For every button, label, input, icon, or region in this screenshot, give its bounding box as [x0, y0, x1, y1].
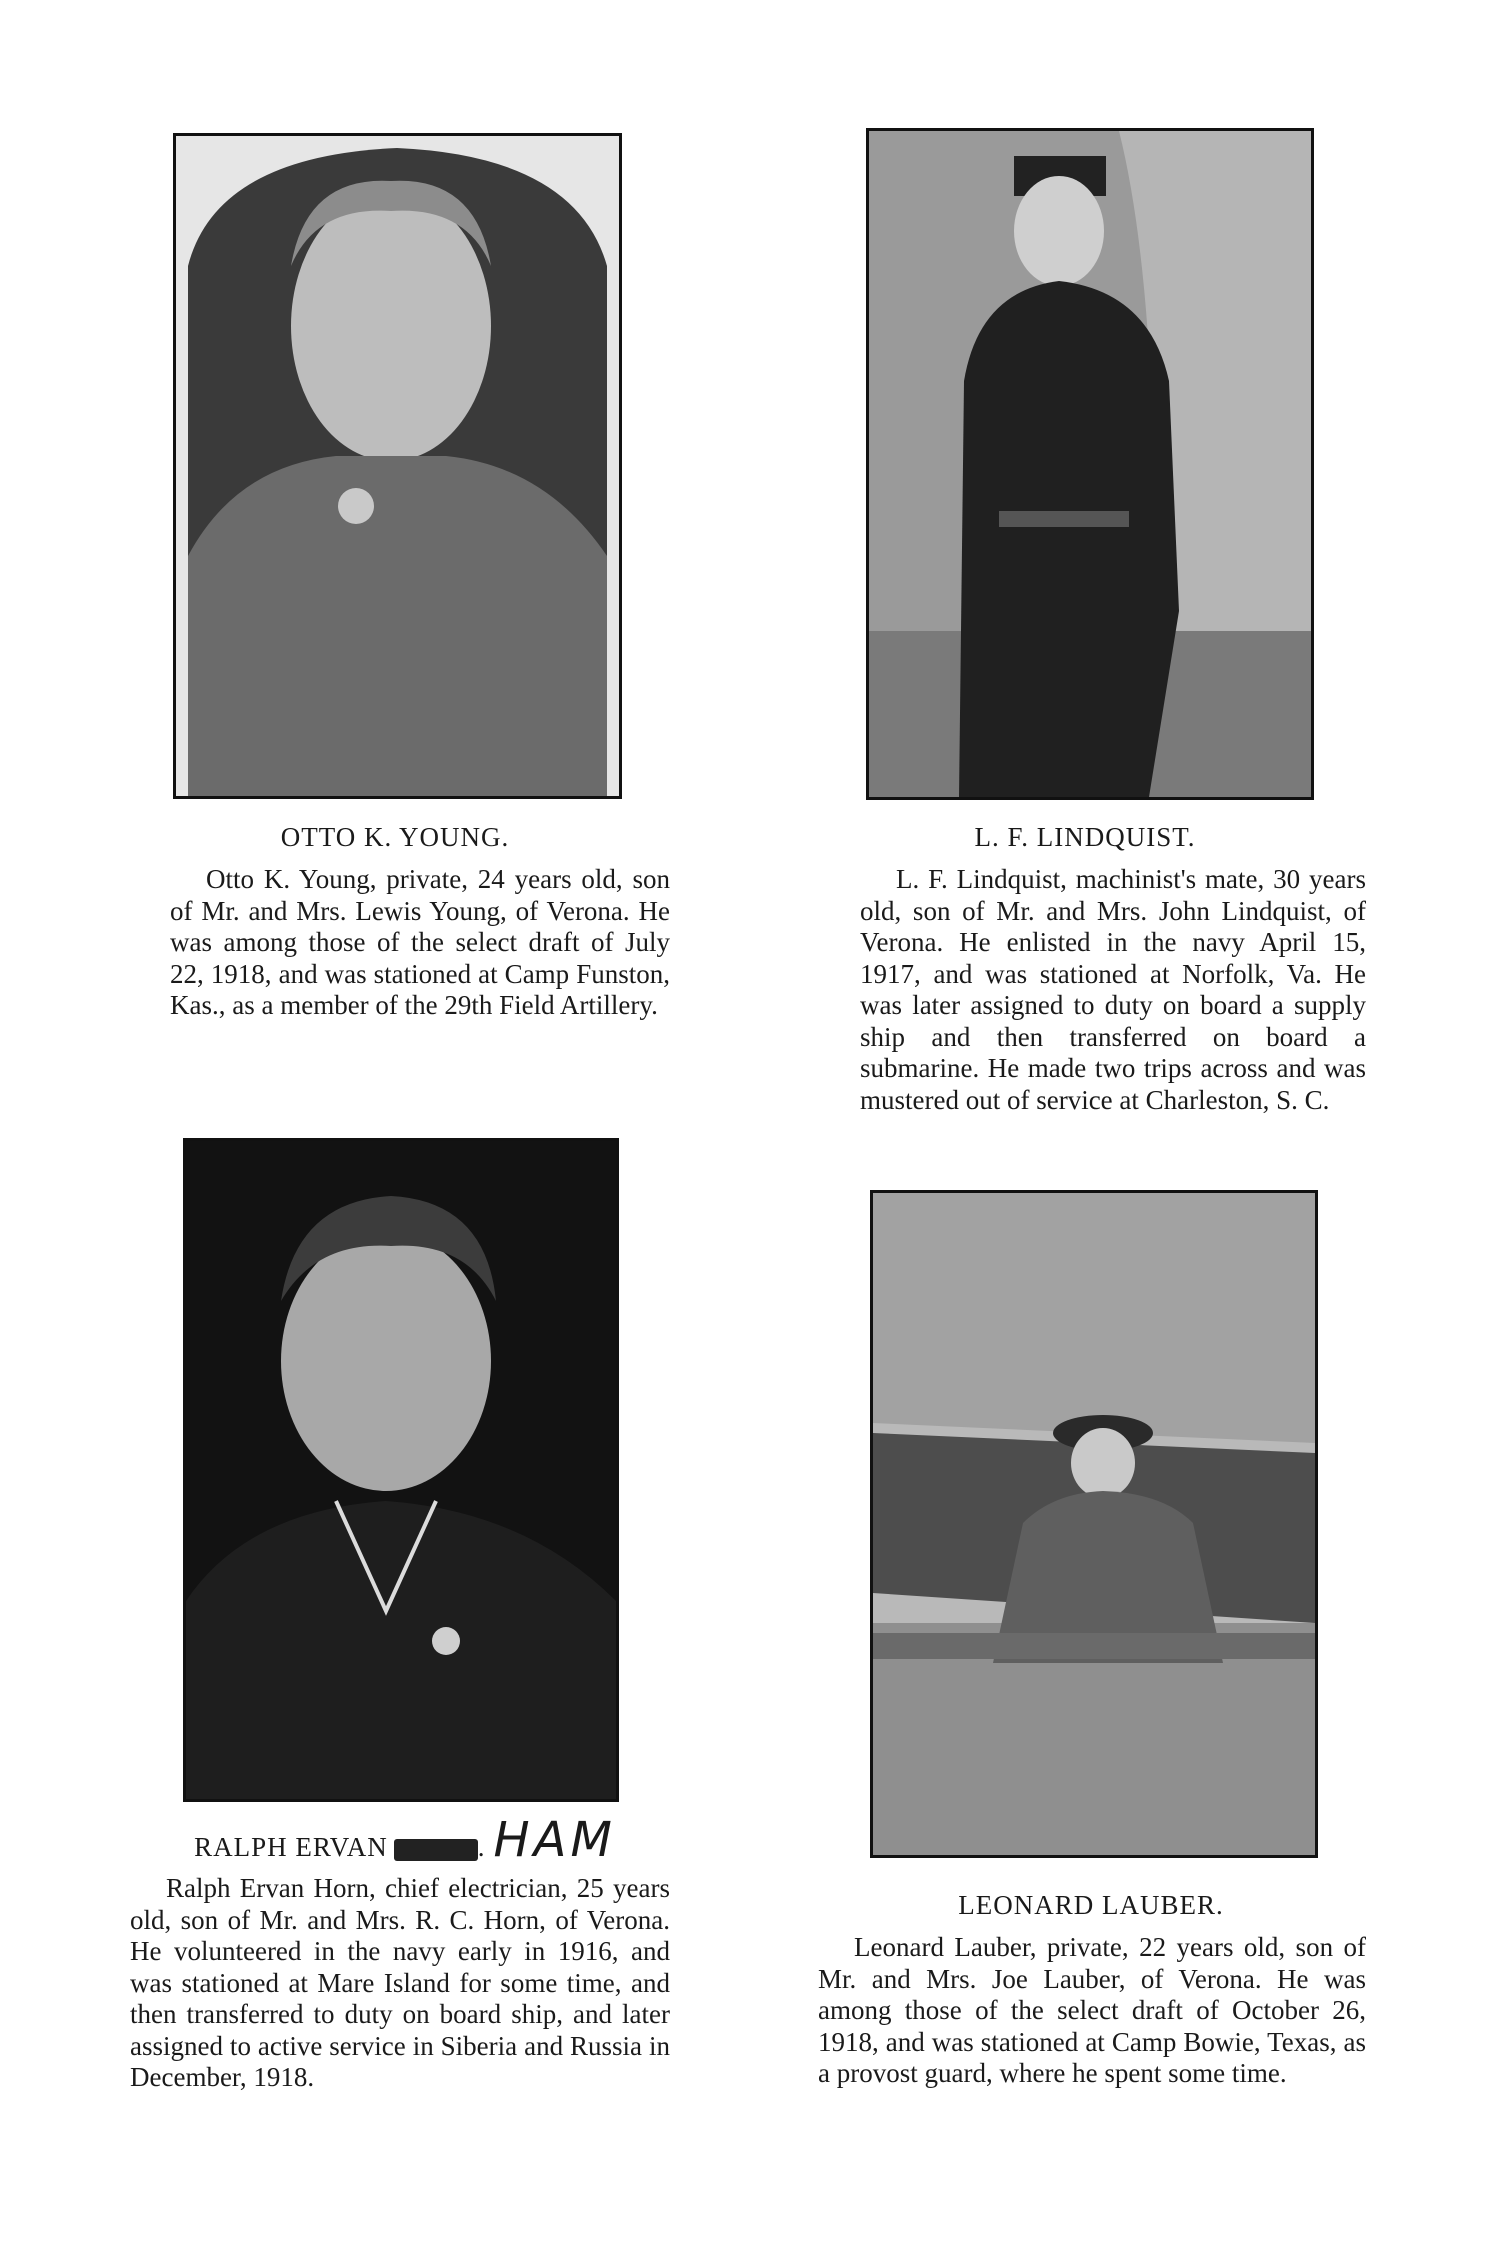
handwritten-correction: HAM [493, 1812, 616, 1868]
caption-title-leonard-lauber: LEONARD LAUBER. [958, 1890, 1224, 1920]
bio-text-ralph-horn: Ralph Ervan Horn, chief electrician, 25 years old, son of Mr. and Mrs. R. C. Horn, of Verona. He volunteered in the navy early in 1916, and was stationed at Mare Island for some time, and then transferred to duty on board ship, and later assigned to active service in Siberia and Russia in December, 1918. [130, 1873, 670, 2092]
portrait-photo-lindquist [866, 128, 1314, 800]
struck-out-surname [394, 1839, 478, 1861]
caption-title-otto-young: OTTO K. YOUNG. [280, 822, 510, 852]
caption-title-ralph-horn [170, 1812, 640, 1868]
caption-title-lindquist: L. F. LINDQUIST. [974, 822, 1196, 852]
portrait-image-otto-young [176, 136, 619, 796]
bio-text-otto-young: Otto K. Young, private, 24 years old, son of Mr. and Mrs. Lewis Young, of Verona. He was among those of the select draft of July 22, 1918, and was stationed at Camp Funston, Kas., as a member of the 29th Field Artillery. [170, 864, 670, 1020]
caption-name-ralph: RALPH ERVAN [194, 1832, 388, 1862]
bio-ralph-horn [130, 1873, 670, 2094]
portrait-photo-leonard-lauber [870, 1190, 1318, 1858]
bio-text-lindquist: L. F. Lindquist, machinist's mate, 30 years old, son of Mr. and Mrs. John Lindquist, of Verona. He enlisted in the navy April 15, 1917, and was stationed at Norfolk, Va. He was later assigned to duty on board a supply ship and then transferred on board a submarine. He made two trips across and was mustered out of service at Charleston, S. C. [860, 864, 1366, 1115]
bio-text-leonard-lauber: Leonard Lauber, private, 22 years old, son of Mr. and Mrs. Joe Lauber, of Verona. He was among those of the select draft of October 26, 1918, and was stationed at Camp Bowie, Texas, as a provost guard, where he spent some time. [818, 1932, 1366, 2088]
portrait-photo-ralph-horn [183, 1138, 619, 1802]
portrait-image-lindquist [869, 131, 1311, 797]
caption-suffix-ralph: . [477, 1832, 486, 1862]
bio-leonard-lauber [818, 1932, 1366, 2090]
portrait-image-ralph-horn [186, 1141, 616, 1799]
bio-lindquist [860, 864, 1366, 1116]
portrait-image-leonard-lauber [873, 1193, 1315, 1855]
portrait-photo-otto-young [173, 133, 622, 799]
bio-otto-young [170, 864, 670, 1022]
